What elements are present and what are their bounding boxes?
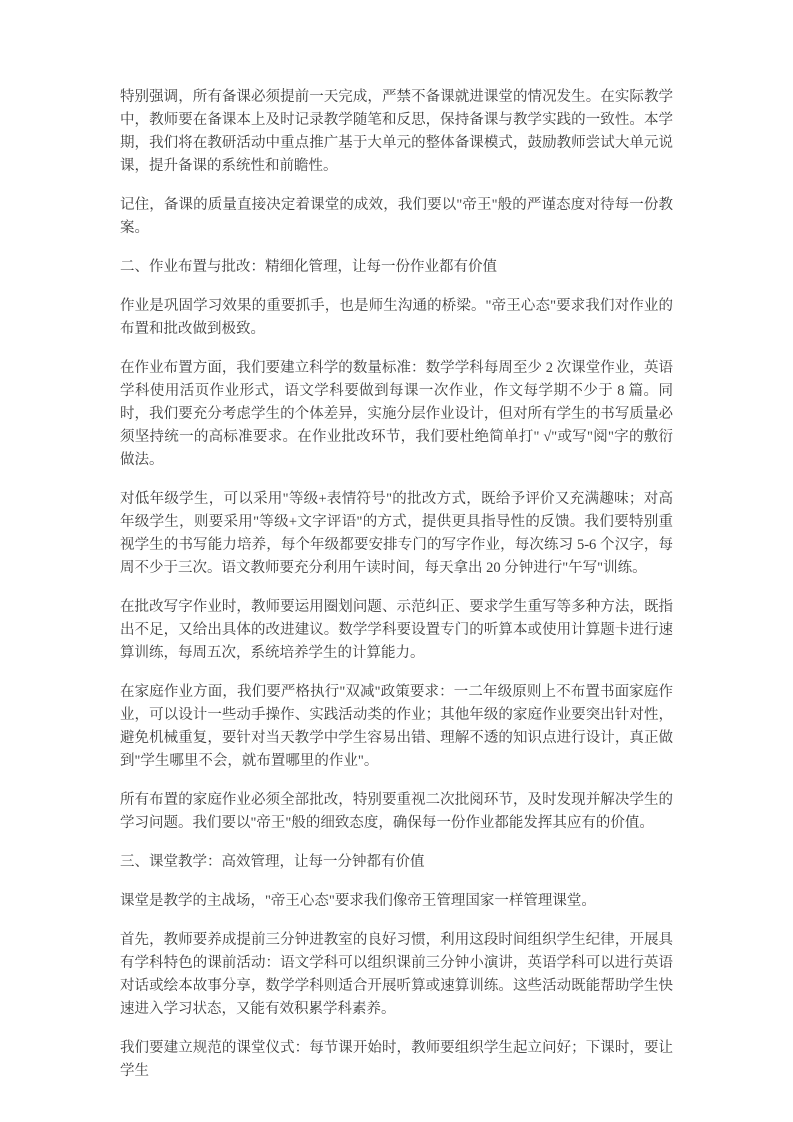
- paragraph: 课堂是教学的主战场，"帝王心态"要求我们像帝王管理国家一样管理课堂。: [120, 893, 596, 909]
- paragraph: 记住，备课的质量直接决定着课堂的成效，我们要以"帝王"般的严谨态度对待每一份教案。: [120, 197, 673, 236]
- paragraph: 我们要建立规范的课堂仪式：每节课开始时，教师要组织学生起立问好；下课时，要让学生: [120, 1040, 673, 1079]
- paragraph: 在作业布置方面，我们要建立科学的数量标准：数学学科每周至少 2 次课堂作业，英语学科使用活页作业形式，语文学科要做到每课一次作业，作文每学期不少于 8 篇。同时，我们要充分考虑学生的个体差异，实施分层作业设计，但对所有学生的书写质量必须坚持统一的高标准要求。在作业批改环节，我们要杜绝简单打" √"或写"阅"字的敷衍做法。: [120, 360, 673, 468]
- paragraph: 在家庭作业方面，我们要严格执行"双减"政策要求：一二年级原则上不布置书面家庭作业，可以设计一些动手操作、实践活动类的作业；其他年级的家庭作业要突出针对性，避免机械重复，要针对当天教学中学生容易出错、理解不透的知识点进行设计，真正做到"学生哪里不会，就布置哪里的作业"。: [120, 684, 673, 769]
- paragraph: 特别强调，所有备课必须提前一天完成，严禁不备课就进课堂的情况发生。在实际教学中，教师要在备课本上及时记录教学随笔和反思，保持备课与教学实践的一致性。本学期，我们将在教研活动中重点推广基于大单元的整体备课模式，鼓励教师尝试大单元说课，提升备课的系统性和前瞻性。: [120, 89, 673, 174]
- paragraph: 在批改写字作业时，教师要运用圈划问题、示范纠正、要求学生重写等多种方法，既指出不足，又给出具体的改进建议。数学学科要设置专门的听算本或使用计算题卡进行速算训练，每周五次，系统培养学生的计算能力。: [120, 599, 673, 661]
- paragraph: 作业是巩固学习效果的重要抓手，也是师生沟通的桥梁。"帝王心态"要求我们对作业的布置和批改做到极致。: [120, 298, 673, 337]
- section-heading: 三、课堂教学：高效管理，让每一分钟都有价值: [120, 854, 425, 870]
- paragraph: 对低年级学生，可以采用"等级+表情符号"的批改方式，既给予评价又充满趣味；对高年级学生，则要采用"等级+文字评语"的方式，提供更具指导性的反馈。我们要特别重视学生的书写能力培养，每个年级都要安排专门的写字作业，每次练习 5-6 个汉字，每周不少于三次。语文教师要充分利用午读时间，每天拿出 20 分钟进行"午写"训练。: [120, 491, 673, 576]
- document-body: [120, 86, 673, 1083]
- paragraph: 首先，教师要养成提前三分钟进教室的良好习惯，利用这段时间组织学生纪律，开展具有学科特色的课前活动：语文学科可以组织课前三分钟小演讲，英语学科可以进行英语对话或绘本故事分享，数学学科则适合开展听算或速算训练。这些活动既能帮助学生快速进入学习状态，又能有效积累学科素养。: [120, 932, 673, 1017]
- section-heading: 二、作业布置与批改：精细化管理，让每一份作业都有价值: [120, 259, 497, 275]
- paragraph: 所有布置的家庭作业必须全部批改，特别要重视二次批阅环节，及时发现并解决学生的学习问题。我们要以"帝王"般的细致态度，确保每一份作业都能发挥其应有的价值。: [120, 792, 673, 831]
